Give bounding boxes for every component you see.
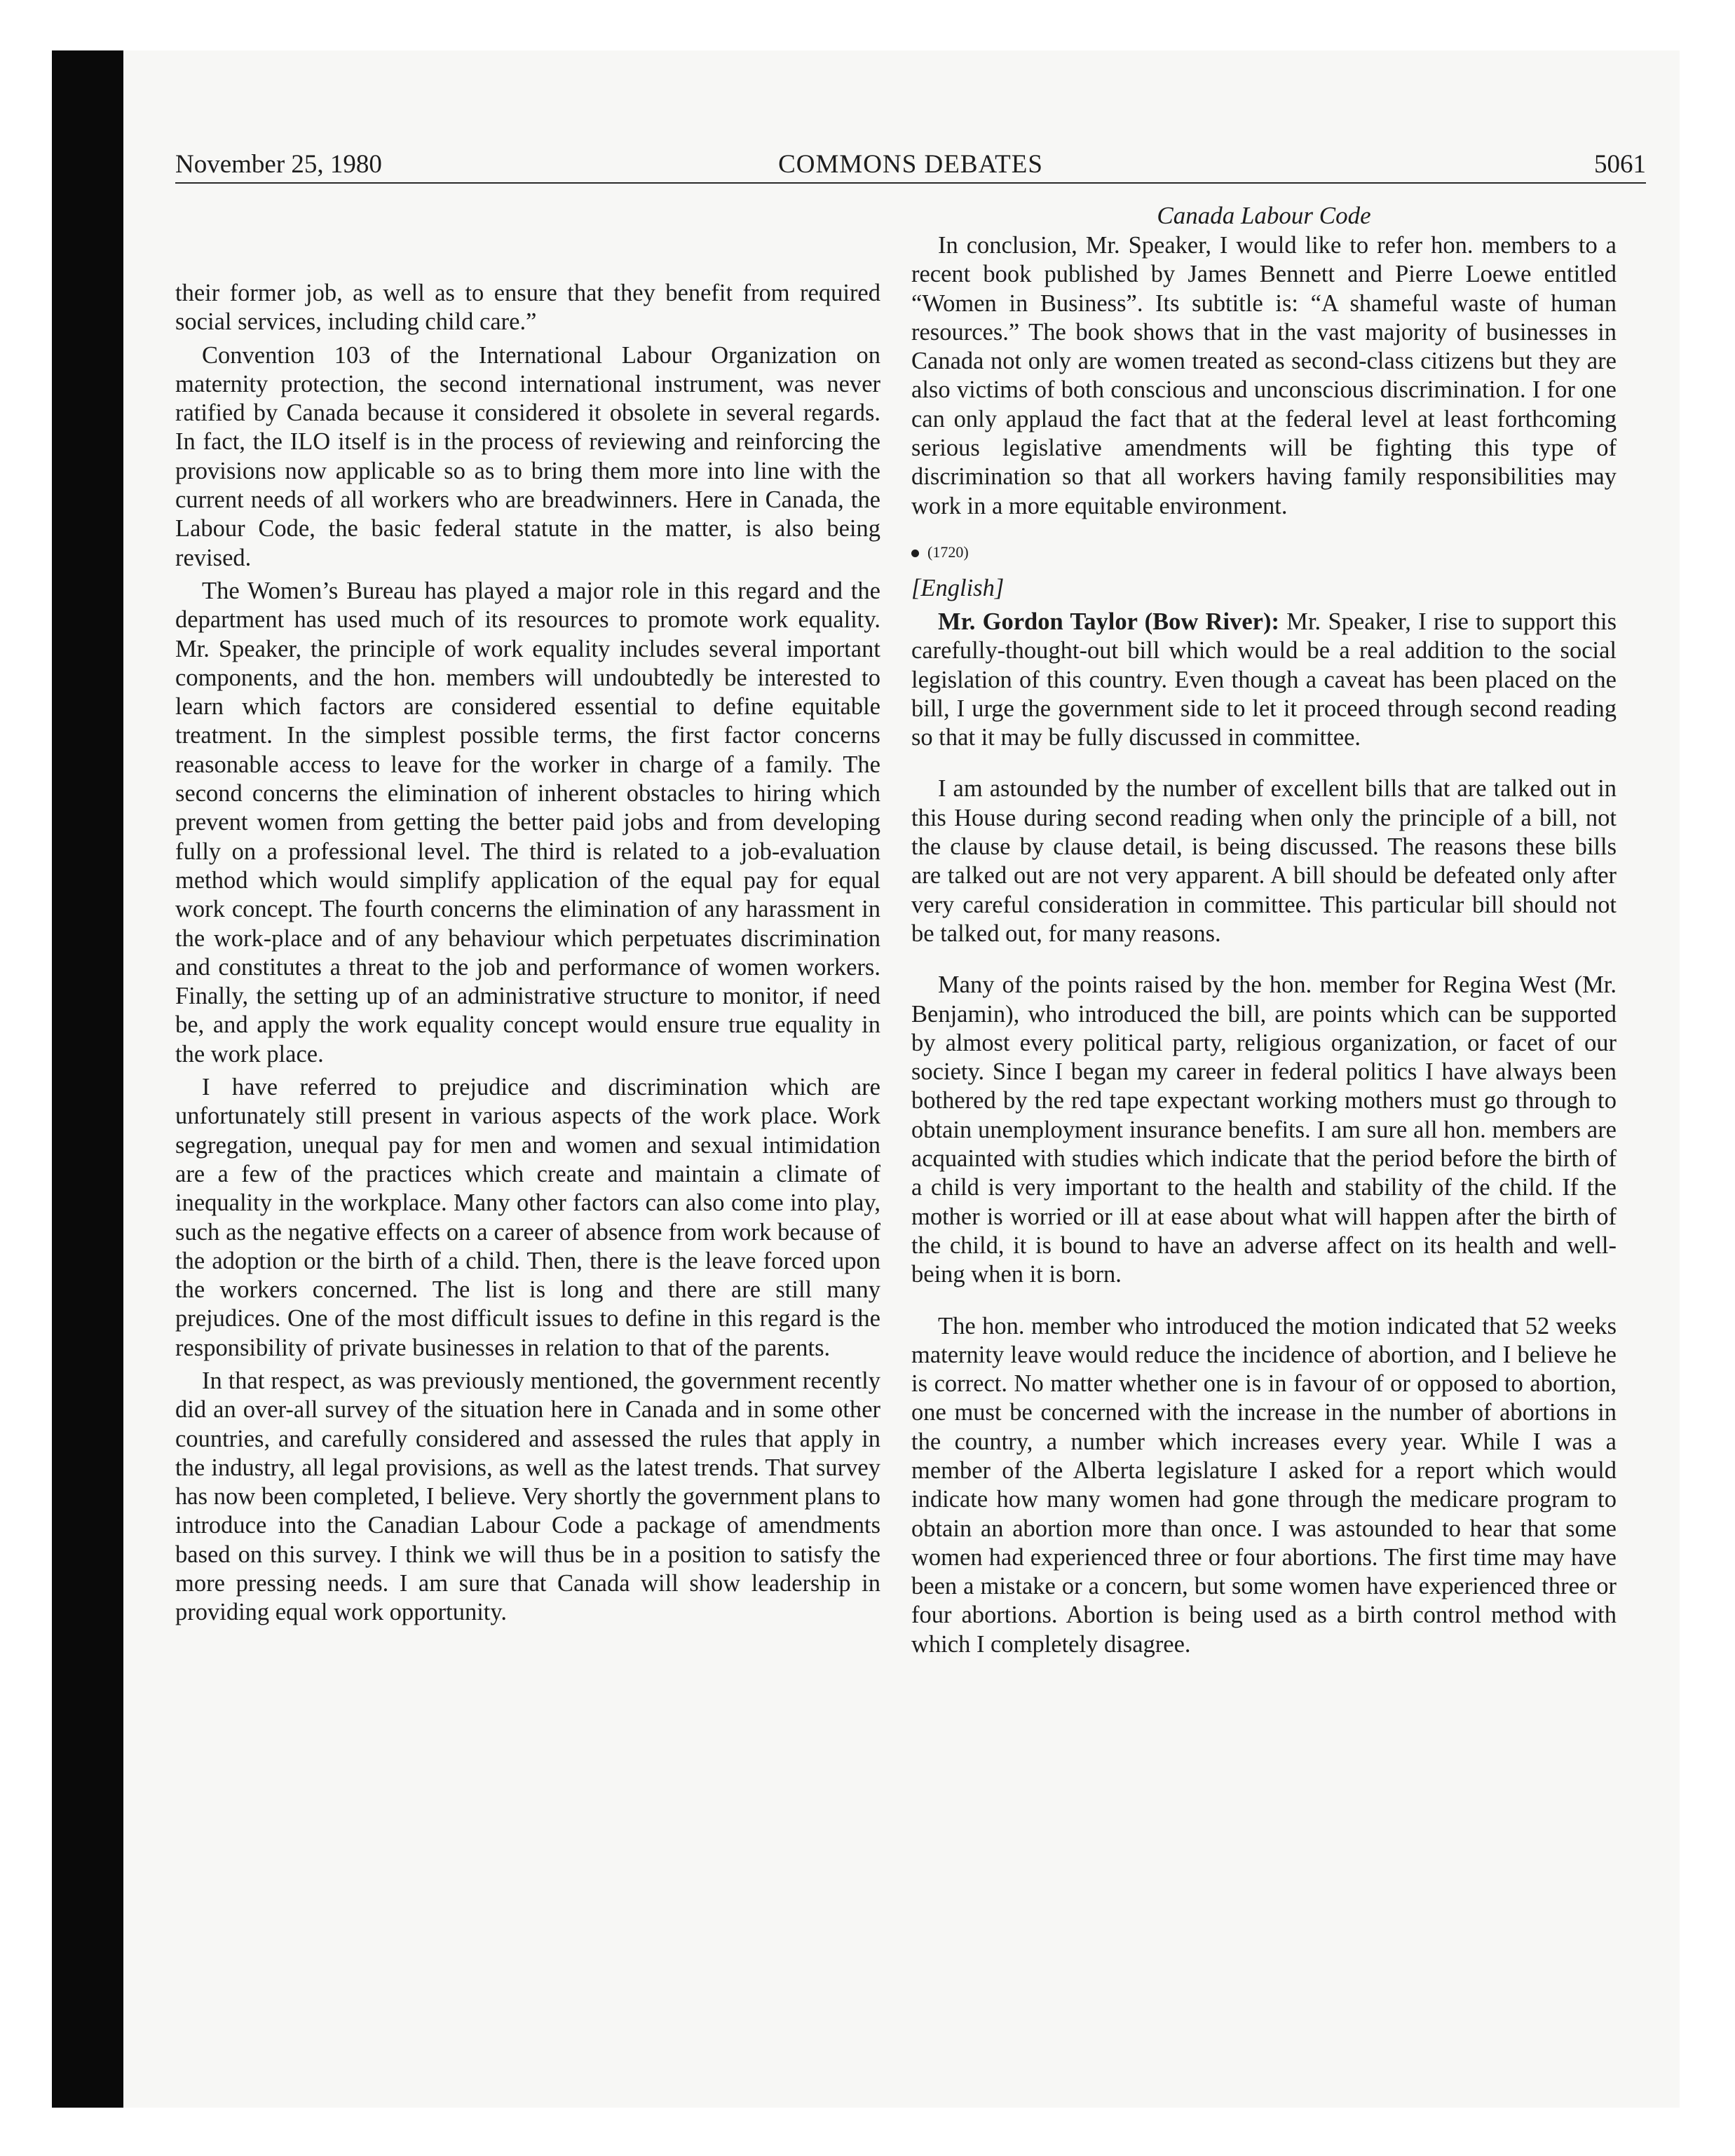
language-tag: [English] [911,574,1005,601]
paragraph: In conclusion, Mr. Speaker, I would like to refer hon. members to a recent book published by James Bennett and Pierre Loewe entitled “Women in Business”. Its subtitle is: “A shameful waste of human resources.” The book shows that in the vast majority of businesses in Canada not only are women treated as second-class citizens but they are also victims of both conscious and unconscious discrimination. I for one can only applaud the fact that at the federal level at least forthcoming serious legislative amendments will be fighting this type of discrimination so that all workers having family responsibilities may work in a more equitable environment. [911,232,1617,519]
paragraph: I have referred to prejudice and discrimination which are unfortunately still present in various aspects of the work place. Work segregation, unequal pay for men and women and sexual intimidation are a few of the practices which create and maintain a climate of inequality in the workplace. Many other factors can also come into play, such as the negative effects on a career of absence from work because of the adoption or the birth of a child. Then, there is the leave forced upon the workers concerned. The list is long and there are still many prejudices. One of the most difficult issues to define in this regard is the responsibility of private businesses in relation to that of the parents. [175,1074,880,1361]
spacer [911,756,1617,775]
bullet-icon [911,550,919,557]
binding-edge-shadow [52,50,123,2108]
left-column [175,279,880,1632]
hansard-page [175,147,1646,2040]
paragraph: Many of the points raised by the hon. member for Regina West (Mr. Benjamin), who introduced the bill, are points which can be supported by almost every political party, religious organization, or facet of our society. Since I began my career in federal politics I have always been bothered by the red tape expectant working mothers must go through to obtain unemployment insurance benefits. I am sure all hon. members are acquainted with studies which indicate that the period before the birth of a child is very important to the health and stability of the child. If the mother is worried or ill at ease about what will happen after the birth of the child, it is bound to have an adverse affect on its health and well-being when it is born. [911,971,1617,1288]
speaker-text: Mr. Speaker, I rise to support this carefully-thought-out bill which would be a real addition to the social legislation of this country. Even though a caveat has been placed on the bill, I urge the government side to let it proceed through second reading so that it may be fully discussed in committee. [911,608,1617,751]
speaker-name: Mr. Gordon Taylor (Bow River): [938,608,1279,635]
paragraph: I am astounded by the number of excellent bills that are talked out in this House during second reading when only the principle of a bill, not the clause by clause detail, is being discussed. The reasons these bills are talked out are not very apparent. A bill should be defeated only after very careful consideration in committee. This particular bill should not be talked out, for many reasons. [911,775,1617,947]
header-publication: COMMONS DEBATES [778,150,1043,179]
paragraph: In that respect, as was previously mentioned, the government recently did an over-all survey of the situation here in Canada and in some other countries, and carefully considered and assessed the rules that apply in the industry, all legal provisions, as well as the latest trends. That survey has now been completed, I believe. Very shortly the government plans to introduce into the Canadian Labour Code a package of amendments based on this survey. I think we will thus be in a position to satisfy the more pressing needs. I am sure that Canada will show leadership in providing equal work opportunity. [175,1367,880,1626]
paragraph: Convention 103 of the International Labour Organization on maternity protection, the second international instrument, was never ratified by Canada because it considered it obsolete in several regards. In fact, the ILO itself is in the process of reviewing and reinforcing the provisions now applicable so as to bring them more into line with the current needs of all workers who are breadwinners. Here in Canada, the Labour Code, the basic federal statute in the matter, is also being revised. [175,341,880,571]
time-marker [911,542,1617,563]
paragraph: their former job, as well as to ensure that they benefit from required social services, including child care.” [175,280,880,336]
spacer [911,953,1617,971]
header-date: November 25, 1980 [175,150,382,179]
time-marker-text: (1720) [927,543,969,561]
header-page-number: 5061 [1594,150,1646,179]
scanned-page [52,50,1680,2108]
section-heading: Canada Labour Code [1157,202,1371,229]
paragraph: The Women’s Bureau has played a major role in this regard and the department has used much of its resources to promote work equality. Mr. Speaker, the principle of work equality includes several important components, and the hon. members will undoubtedly be interested to learn which factors are considered essential to define equitable treatment. In the simplest possible terms, the first factor concerns reasonable access to leave for the worker in charge of a family. The second concerns the elimination of inherent obstacles to hiring which prevent women from getting the better paid jobs and from developing fully on a professional level. The third is related to a job-evaluation method which would simplify application of the equal pay for equal work concept. The fourth concerns the elimination of any harassment in the work-place and of any behaviour which perpetuates discrimination and constitutes a threat to the job and performance of women workers. Finally, the setting up of an administrative structure to monitor, if need be, and apply the work equality concept would ensure true equality in the work place. [175,577,880,1067]
paragraph: The hon. member who introduced the motion indicated that 52 weeks maternity leave would reduce the incidence of abortion, and I believe he is correct. No matter whether one is in favour of or opposed to abortion, one must be concerned with the increase in the number of abortions in the country, a number which increases every year. While I was a member of the Alberta legislature I asked for a report which would indicate how many women had gone through the medicare program to obtain an abortion more than once. I was astounded to hear that some women had experienced three or four abortions. The first time may have been a mistake or a concern, but some women have experienced three or four abortions. Abortion is being used as a birth control method with which I completely disagree. [911,1312,1617,1658]
spacer [911,1294,1617,1312]
right-column [911,200,1617,1663]
running-header [175,147,1646,184]
speaker-paragraph [911,608,1617,752]
